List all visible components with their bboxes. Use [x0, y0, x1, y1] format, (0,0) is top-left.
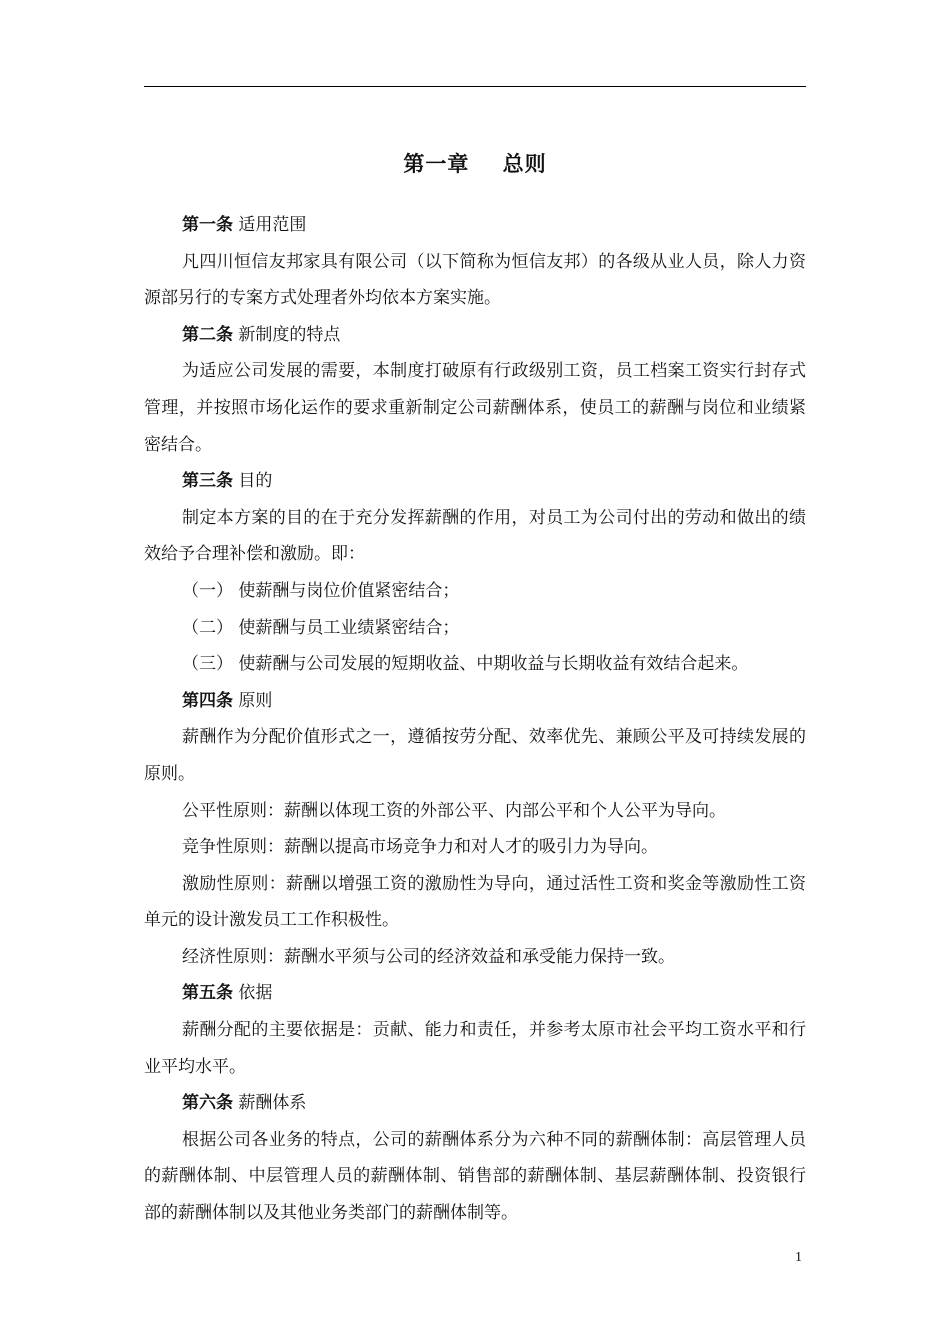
article-paragraph: 根据公司各业务的特点，公司的薪酬体系分为六种不同的薪酬体制：高层管理人员的薪酬体制、中层管理人员的薪酬体制、销售部的薪酬体制、基层薪酬体制、投资银行部的薪酬体制以及其他业务类部门的薪酬体制等。 — [144, 1129, 806, 1224]
page-number: 1 — [795, 1250, 802, 1265]
article-heading — [144, 463, 806, 500]
article-title: 目的 — [238, 471, 273, 492]
article-number: 第五条 — [182, 983, 233, 1004]
article-paragraph: 薪酬分配的主要依据是：贡献、能力和责任，并参考太原市社会平均工资水平和行业平均水平。 — [144, 1020, 806, 1077]
article-paragraph: 为适应公司发展的需要，本制度打破原有行政级别工资，员工档案工资实行封存式管理，并按照市场化运作的要求重新制定公司薪酬体系，使员工的薪酬与岗位和业绩紧密结合。 — [144, 361, 806, 455]
article-paragraph: 凡四川恒信友邦家具有限公司（以下简称为恒信友邦）的各级从业人员，除人力资源部另行的专案方式处理者外均依本方案实施。 — [144, 251, 806, 309]
article-number: 第四条 — [182, 690, 233, 711]
list-item: （二） 使薪酬与员工业绩紧密结合； — [182, 617, 460, 638]
list-item: （一） 使薪酬与岗位价值紧密结合； — [182, 580, 460, 601]
article-title: 原则 — [238, 690, 273, 711]
article-heading — [144, 683, 806, 720]
article-paragraph: 薪酬作为分配价值形式之一，遵循按劳分配、效率优先、兼顾公平及可持续发展的原则。 — [144, 727, 806, 784]
article-number: 第三条 — [182, 471, 233, 492]
article-number: 第一条 — [182, 215, 233, 235]
article-paragraph: 制定本方案的目的在于充分发挥薪酬的作用，对员工为公司付出的劳动和做出的绩效给予合理补偿和激励。即： — [144, 507, 806, 565]
chapter-title: 第一章 总则 — [403, 151, 547, 176]
article-number: 第六条 — [182, 1093, 233, 1114]
article-title: 薪酬体系 — [238, 1093, 307, 1114]
article-number: 第二条 — [182, 324, 233, 345]
article-heading — [144, 207, 806, 244]
article-title: 新制度的特点 — [238, 324, 341, 345]
article-heading — [144, 975, 806, 1012]
article-paragraph: 经济性原则：薪酬水平须与公司的经济效益和承受能力保持一致。 — [182, 946, 675, 967]
list-item: （三） 使薪酬与公司发展的短期收益、中期收益与长期收益有效结合起来。 — [182, 654, 749, 675]
article-heading — [144, 1085, 806, 1122]
article-paragraph: 激励性原则：薪酬以增强工资的激励性为导向，通过活性工资和奖金等激励性工资单元的设计激发员工工作积极性。 — [144, 873, 806, 931]
document-body — [144, 207, 806, 1232]
header-rule — [144, 86, 806, 87]
article-title: 依据 — [238, 983, 273, 1004]
article-title: 适用范围 — [238, 215, 307, 235]
article-paragraph: 竞争性原则：薪酬以提高市场竞争力和对人才的吸引力为导向。 — [182, 837, 658, 858]
article-paragraph: 公平性原则：薪酬以体现工资的外部公平、内部公平和个人公平为导向。 — [182, 800, 726, 821]
article-heading — [144, 317, 806, 354]
